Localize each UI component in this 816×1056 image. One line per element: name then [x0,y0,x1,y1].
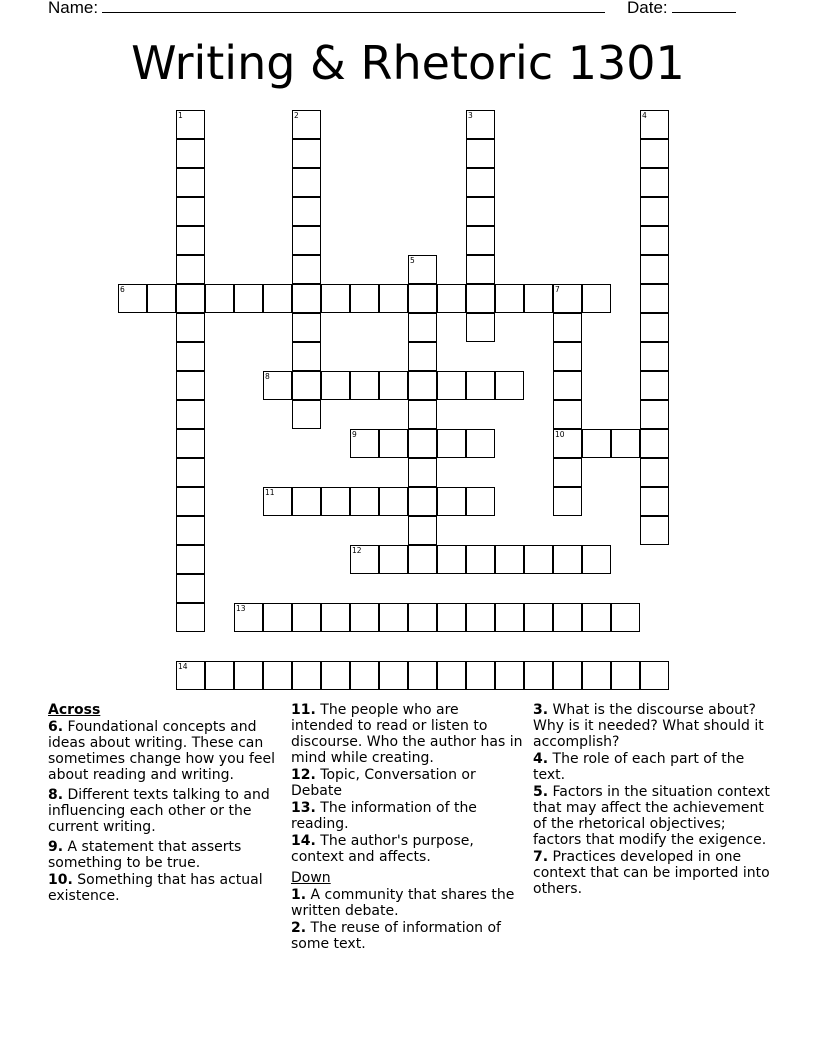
grid-cell[interactable] [263,603,292,632]
grid-cell[interactable] [582,603,611,632]
cell-number: 11 [265,488,275,497]
grid-cell[interactable] [408,371,437,400]
grid-cell[interactable] [582,429,611,458]
grid-cell[interactable] [466,603,495,632]
grid-cell[interactable] [292,661,321,690]
grid-cell[interactable] [292,226,321,255]
grid-cell[interactable] [466,255,495,284]
grid-cell[interactable] [379,487,408,516]
clue-down-7: 7. Practices developed in one context that can be imported into others. [533,849,770,897]
grid-cell[interactable] [321,284,350,313]
grid-cell[interactable] [176,284,205,313]
grid-cell[interactable] [466,371,495,400]
grid-cell[interactable] [437,284,466,313]
grid-cell[interactable] [408,284,437,313]
clue-down-2: 2. The reuse of information of some text. [291,920,501,952]
grid-cell[interactable] [292,168,321,197]
grid-cell[interactable] [350,661,379,690]
clue-across-6: 6. Foundational concepts and ideas about writing. These can sometimes change how you feel about reading and writing. [48,719,276,783]
grid-cell[interactable] [321,661,350,690]
grid-cell[interactable] [640,371,669,400]
clue-across-9: 9. A statement that asserts something to be true. [48,839,242,871]
cell-number: 3 [468,111,473,120]
grid-cell[interactable] [408,516,437,545]
grid-cell[interactable] [466,545,495,574]
grid-cell[interactable] [640,429,669,458]
grid-cell[interactable] [292,255,321,284]
grid-cell[interactable] [640,197,669,226]
down-heading: Down [291,870,331,886]
grid-cell[interactable] [379,603,408,632]
grid-cell[interactable] [553,429,582,458]
grid-cell[interactable] [408,313,437,342]
grid-cell[interactable] [408,458,437,487]
grid-cell[interactable] [611,429,640,458]
grid-cell[interactable] [640,139,669,168]
grid-cell[interactable] [350,603,379,632]
grid-cell[interactable] [263,487,292,516]
clue-across-12: 12. Topic, Conversation or Debate [291,767,476,799]
grid-cell[interactable] [437,545,466,574]
grid-cell[interactable] [466,313,495,342]
clue-across-13: 13. The information of the reading. [291,800,477,832]
grid-cell[interactable] [524,545,553,574]
grid-cell[interactable] [176,342,205,371]
across-heading: Across [48,702,101,718]
grid-cell[interactable] [408,487,437,516]
clue-down-3: 3. What is the discourse about? Why is it needed? What should it accomplish? [533,702,764,750]
grid-cell[interactable] [553,313,582,342]
grid-cell[interactable] [640,284,669,313]
grid-cell[interactable] [408,342,437,371]
grid-cell[interactable] [640,313,669,342]
cell-number: 14 [178,662,188,671]
grid-cell[interactable] [640,226,669,255]
clue-across-8: 8. Different texts talking to and influencing each other or the current writing. [48,787,270,835]
grid-cell[interactable] [292,487,321,516]
page-title: Writing & Rhetoric 1301 [131,36,685,90]
grid-cell[interactable] [553,342,582,371]
grid-cell[interactable] [292,197,321,226]
grid-cell[interactable] [553,284,582,313]
grid-cell[interactable] [292,313,321,342]
clue-column-3 [533,702,773,901]
grid-cell[interactable] [466,110,495,139]
grid-cell[interactable] [437,371,466,400]
name-label: Name: [48,0,99,17]
clue-down-5: 5. Factors in the situation context that may affect the achievement of the rhetorical objectives; factors that modify the exigence. [533,784,770,848]
grid-cell[interactable] [611,661,640,690]
cell-number: 12 [352,546,362,555]
grid-cell[interactable] [466,168,495,197]
grid-cell[interactable] [640,487,669,516]
grid-cell[interactable] [437,487,466,516]
grid-cell[interactable] [379,371,408,400]
grid-cell[interactable] [176,168,205,197]
grid-cell[interactable] [176,139,205,168]
grid-cell[interactable] [408,400,437,429]
grid-cell[interactable] [205,661,234,690]
grid-cell[interactable] [408,255,437,284]
grid-cell[interactable] [466,284,495,313]
grid-cell[interactable] [640,255,669,284]
grid-cell[interactable] [379,284,408,313]
grid-cell[interactable] [263,371,292,400]
cell-number: 4 [642,111,647,120]
grid-cell[interactable] [176,226,205,255]
cell-number: 6 [120,285,125,294]
grid-cell[interactable] [147,284,176,313]
cell-number: 9 [352,430,357,439]
grid-cell[interactable] [350,284,379,313]
grid-cell[interactable] [582,284,611,313]
cell-number: 10 [555,430,565,439]
grid-cell[interactable] [292,400,321,429]
grid-cell[interactable] [350,545,379,574]
grid-cell[interactable] [495,371,524,400]
grid-cell[interactable] [292,110,321,139]
grid-cell[interactable] [495,661,524,690]
grid-cell[interactable] [321,487,350,516]
grid-cell[interactable] [553,661,582,690]
grid-cell[interactable] [437,429,466,458]
grid-cell[interactable] [408,429,437,458]
cell-number: 7 [555,285,560,294]
grid-cell[interactable] [379,661,408,690]
grid-cell[interactable] [495,603,524,632]
grid-cell[interactable] [466,197,495,226]
grid-cell[interactable] [524,661,553,690]
grid-cell[interactable] [176,255,205,284]
clue-across-11: 11. The people who are intended to read or listen to discourse. Who the author has in mind while creating. [291,702,523,766]
grid-cell[interactable] [176,661,205,690]
grid-cell[interactable] [524,603,553,632]
grid-cell[interactable] [176,110,205,139]
grid-cell[interactable] [466,139,495,168]
clue-column-2 [291,702,523,956]
grid-cell[interactable] [640,516,669,545]
grid-cell[interactable] [234,284,263,313]
grid-cell[interactable] [553,400,582,429]
clue-column-1 [48,702,280,908]
grid-cell[interactable] [292,284,321,313]
grid-cell[interactable] [466,429,495,458]
grid-cell[interactable] [553,371,582,400]
grid-cell[interactable] [640,400,669,429]
grid-cell[interactable] [350,371,379,400]
cell-number: 13 [236,604,246,613]
grid-cell[interactable] [292,139,321,168]
clue-down-1: 1. A community that shares the written debate. [291,887,515,919]
grid-cell[interactable] [640,458,669,487]
grid-cell[interactable] [350,429,379,458]
grid-cell[interactable] [553,545,582,574]
grid-cell[interactable] [350,487,379,516]
grid-cell[interactable] [466,226,495,255]
grid-cell[interactable] [640,110,669,139]
grid-cell[interactable] [553,458,582,487]
grid-cell[interactable] [379,545,408,574]
grid-cell[interactable] [234,661,263,690]
grid-cell[interactable] [408,661,437,690]
grid-cell[interactable] [176,429,205,458]
grid-cell[interactable] [495,284,524,313]
date-label: Date: [627,0,668,17]
grid-cell[interactable] [466,487,495,516]
cell-number: 2 [294,111,299,120]
cell-number: 1 [178,111,183,120]
grid-cell[interactable] [205,284,234,313]
grid-cell[interactable] [321,371,350,400]
clue-down-4: 4. The role of each part of the text. [533,751,745,783]
grid-cell[interactable] [408,545,437,574]
grid-cell[interactable] [292,603,321,632]
grid-cell[interactable] [263,661,292,690]
grid-cell[interactable] [408,603,437,632]
grid-cell[interactable] [437,603,466,632]
cell-number: 8 [265,372,270,381]
grid-cell[interactable] [495,545,524,574]
clue-across-14: 14. The author's purpose, context and affects. [291,833,474,865]
cell-number: 5 [410,256,415,265]
grid-cell[interactable] [640,168,669,197]
grid-cell[interactable] [176,371,205,400]
grid-cell[interactable] [379,429,408,458]
grid-cell[interactable] [582,545,611,574]
grid-cell[interactable] [263,284,292,313]
grid-cell[interactable] [321,603,350,632]
grid-cell[interactable] [582,661,611,690]
grid-cell[interactable] [292,371,321,400]
grid-cell[interactable] [176,545,205,574]
grid-cell[interactable] [524,284,553,313]
grid-cell[interactable] [611,603,640,632]
grid-cell[interactable] [640,342,669,371]
grid-cell[interactable] [176,516,205,545]
clue-across-10: 10. Something that has actual existence. [48,872,263,904]
grid-cell[interactable] [234,603,263,632]
grid-cell[interactable] [176,400,205,429]
grid-cell[interactable] [292,342,321,371]
grid-cell[interactable] [176,487,205,516]
grid-cell[interactable] [176,458,205,487]
grid-cell[interactable] [640,661,669,690]
grid-cell[interactable] [118,284,147,313]
grid-cell[interactable] [553,487,582,516]
grid-cell[interactable] [176,313,205,342]
grid-cell[interactable] [176,574,205,603]
grid-cell[interactable] [176,197,205,226]
grid-cell[interactable] [437,661,466,690]
grid-cell[interactable] [553,603,582,632]
grid-cell[interactable] [466,661,495,690]
grid-cell[interactable] [176,603,205,632]
